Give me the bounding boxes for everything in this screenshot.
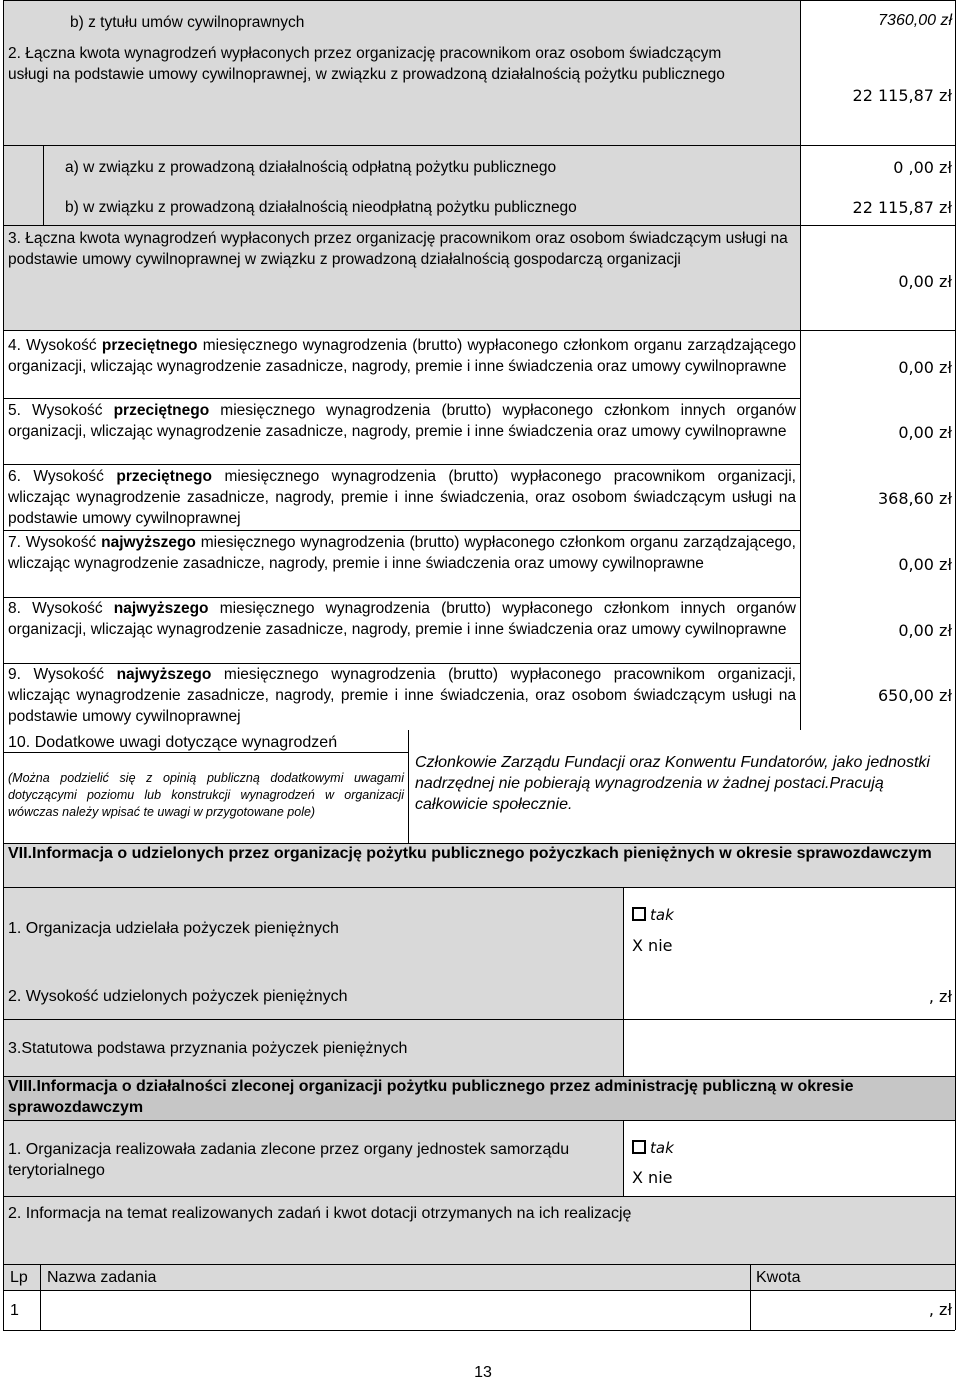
- row-2a-amount: 0 ,00 zł: [893, 158, 952, 177]
- table-row-amount[interactable]: , zł: [928, 1300, 952, 1319]
- row-2a-label: a) w związku z prowadzoną działalnością odpłatną pożytku publicznego: [65, 159, 557, 176]
- row-4-label: 4. Wysokość przeciętnego miesięcznego wynagrodzenia (brutto) wypłaconego członkom organu zarządzającego organizacji, wliczając wynagrodzenie zasadnicze, nagrody, premie i inne świadczenia oraz umowy cywilnoprawne: [8, 337, 796, 375]
- row-1b-amount: 7360,00 zł: [878, 12, 952, 29]
- s7-q3-label: 3.Statutowa podstawa przyznania pożyczek pieniężnych: [8, 1040, 408, 1057]
- row-5-amount: 0,00 zł: [898, 423, 952, 442]
- row-10-hint: (Można podzielić się z opinią publiczną dodatkowymi uwagami dotyczącymi poziomu lub konstrukcji wynagrodzeń w organizacji wówczas należy wpisać te uwagi w przygotowane pole): [8, 771, 404, 819]
- row-3-label: 3. Łączna kwota wynagrodzeń wypłaconych przez organizację pracownikom oraz osobom świadczącym usługi na podstawie umowy cywilnoprawnej w związku z prowadzoną działalnością gospodarczą organizacji: [8, 230, 788, 268]
- row-9-label: 9. Wysokość najwyższego miesięcznego wynagrodzenia (brutto) wypłaconego pracownikom organizacji, wliczając wynagrodzenie zasadnicze, nagrody, premie i inne świadczenia, oraz osobom świadczącym usługi na podstawie umowy cywilnoprawnej: [8, 666, 796, 725]
- s7-q1-yes-option[interactable]: tak: [632, 905, 674, 924]
- row-1b-label: b) z tytułu umów cywilnoprawnych: [70, 14, 305, 31]
- checkbox-icon[interactable]: [632, 907, 646, 921]
- s8-q1-no-option[interactable]: X nie: [632, 1168, 673, 1187]
- row-6-amount: 368,60 zł: [877, 489, 952, 508]
- table-row-lp: 1: [10, 1302, 19, 1319]
- row-8-amount: 0,00 zł: [898, 621, 952, 640]
- row-8-label: 8. Wysokość najwyższego miesięcznego wynagrodzenia (brutto) wypłaconego członkom innych organów organizacji, wliczając wynagrodzenie zasadnicze, nagrody, premie i inne świadczenia oraz umowy cywilnoprawne: [8, 600, 796, 638]
- s8-q1-label: 1. Organizacja realizowała zadania zlecone przez organy jednostek samorządu terytorialnego: [8, 1141, 570, 1179]
- row-7-label: 7. Wysokość najwyższego miesięcznego wynagrodzenia (brutto) wypłaconego członkom organu zarządzającego, wliczając wynagrodzenie zasadnicze, nagrody, premie i inne świadczenia oraz umowy cywilnoprawne: [8, 534, 796, 572]
- row-10-label: 10. Dodatkowe uwagi dotyczące wynagrodzeń: [8, 734, 338, 751]
- checkbox-icon[interactable]: [632, 1140, 646, 1154]
- s7-q1-no-option[interactable]: X nie: [632, 936, 673, 955]
- row-7-amount: 0,00 zł: [898, 555, 952, 574]
- row-5-label: 5. Wysokość przeciętnego miesięcznego wynagrodzenia (brutto) wypłaconego członkom innych organów organizacji, wliczając wynagrodzenie zasadnicze, nagrody, premie i inne świadczenia oraz umowy cywilnoprawne: [8, 402, 796, 440]
- row-4-amount: 0,00 zł: [898, 358, 952, 377]
- row-2-amount: 22 115,87 zł: [852, 86, 952, 105]
- table-header-name: Nazwa zadania: [47, 1269, 157, 1286]
- section-7-title: VII.Informacja o udzielonych przez organizację pożytku publicznego pożyczkach pieniężnych w okresie sprawozdawczym: [8, 845, 932, 862]
- table-header-amount: Kwota: [756, 1269, 801, 1286]
- table-header-lp: Lp: [10, 1269, 28, 1286]
- row-3-amount: 0,00 zł: [898, 272, 952, 291]
- row-2-label: 2. Łączna kwota wynagrodzeń wypłaconych przez organizację pracownikom oraz osobom świadczącym usługi na podstawie umowy cywilnoprawnej, w związku z prowadzoną działalnością pożytku publicznego: [8, 45, 725, 83]
- row-9-amount: 650,00 zł: [877, 686, 952, 705]
- row-6-label: 6. Wysokość przeciętnego miesięcznego wynagrodzenia (brutto) wypłaconego pracownikom organizacji, wliczając wynagrodzenie zasadnicze, nagrody, premie i inne świadczenia, oraz osobom świadczącym usługi na podstawie umowy cywilnoprawnej: [8, 468, 796, 527]
- s7-q1-label: 1. Organizacja udzielała pożyczek pieniężnych: [8, 920, 339, 937]
- s8-q2-label: 2. Informacja na temat realizowanych zadań i kwot dotacji otrzymanych na ich realizację: [8, 1205, 632, 1222]
- row-2b-amount: 22 115,87 zł: [852, 198, 952, 217]
- section-8-title: VIII.Informacja o działalności zleconej organizacji pożytku publicznego przez administrację publiczną w okresie sprawozdawczym: [8, 1078, 854, 1116]
- s8-q1-yes-option[interactable]: tak: [632, 1138, 674, 1157]
- s7-q2-label: 2. Wysokość udzielonych pożyczek pieniężnych: [8, 988, 348, 1005]
- row-10-answer[interactable]: Członkowie Zarządu Fundacji oraz Konwentu Fundatorów, jako jednostki nadrzędnej nie pobierają wynagrodzenia w żadnej postaci.Pracują całkowicie społecznie.: [415, 754, 930, 813]
- page-number: 13: [474, 1364, 492, 1381]
- s7-q2-amount[interactable]: , zł: [928, 987, 952, 1006]
- row-2b-label: b) w związku z prowadzoną działalnością nieodpłatną pożytku publicznego: [65, 199, 577, 216]
